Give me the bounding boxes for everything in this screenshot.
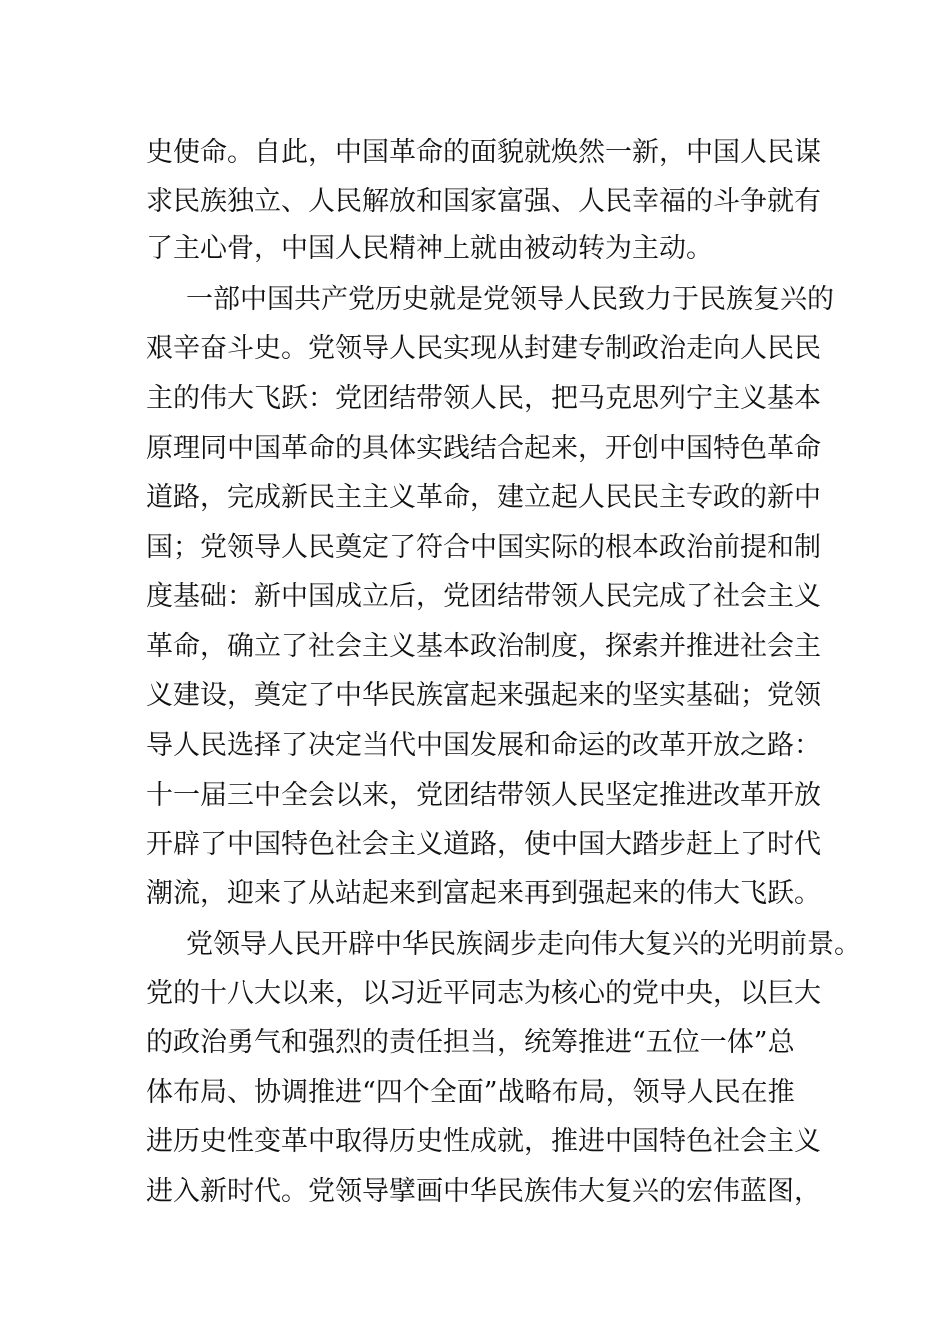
text-line: 进历史性变革中取得历史性成就，推进中国特色社会主义: [146, 1126, 821, 1157]
text-line: 的政治勇气和强烈的责任担当，统筹推进“五位一体”总: [146, 1027, 795, 1058]
text-line: 开辟了中国特色社会主义道路，使中国大踏步赶上了时代: [146, 829, 821, 860]
text-line: 原理同中国革命的具体实践结合起来，开创中国特色革命: [146, 433, 821, 464]
text-line: 导人民选择了决定当代中国发展和命运的改革开放之路：: [146, 730, 821, 761]
text-line: 国；党领导人民奠定了符合中国实际的根本政治前提和制: [146, 532, 821, 563]
text-line: 十一届三中全会以来，党团结带领人民坚定推进改革开放: [146, 780, 821, 811]
paragraph-first-line: 一部中国共产党历史就是党领导人民致力于民族复兴的: [186, 284, 834, 315]
text-line: 道路，完成新民主主义革命，建立起人民民主专政的新中: [146, 482, 821, 513]
text-line: 了主心骨，中国人民精神上就由被动转为主动。: [146, 233, 713, 264]
text-line: 党的十八大以来，以习近平同志为核心的党中央，以巨大: [146, 978, 821, 1009]
text-line: 史使命。自此，中国革命的面貌就焕然一新，中国人民谋: [146, 137, 821, 168]
text-line: 革命，确立了社会主义基本政治制度，探索并推进社会主: [146, 631, 821, 662]
text-line: 主的伟大飞跃：党团结带领人民，把马克思列宁主义基本: [146, 383, 821, 414]
text-line: 潮流，迎来了从站起来到富起来再到强起来的伟大飞跃。: [146, 878, 821, 909]
text-line: 求民族独立、人民解放和国家富强、人民幸福的斗争就有: [146, 186, 821, 217]
text-line: 义建设，奠定了中华民族富起来强起来的坚实基础；党领: [146, 680, 821, 711]
text-line: 艰辛奋斗史。党领导人民实现从封建专制政治走向人民民: [146, 333, 821, 364]
text-line: 进入新时代。党领导擘画中华民族伟大复兴的宏伟蓝图，: [146, 1176, 821, 1207]
text-line: 体布局、协调推进“四个全面”战略布局，领导人民在推: [146, 1077, 795, 1108]
paragraph-first-line: 党领导人民开辟中华民族阔步走向伟大复兴的光明前景。: [186, 929, 861, 960]
text-line: 度基础：新中国成立后，党团结带领人民完成了社会主义: [146, 581, 821, 612]
